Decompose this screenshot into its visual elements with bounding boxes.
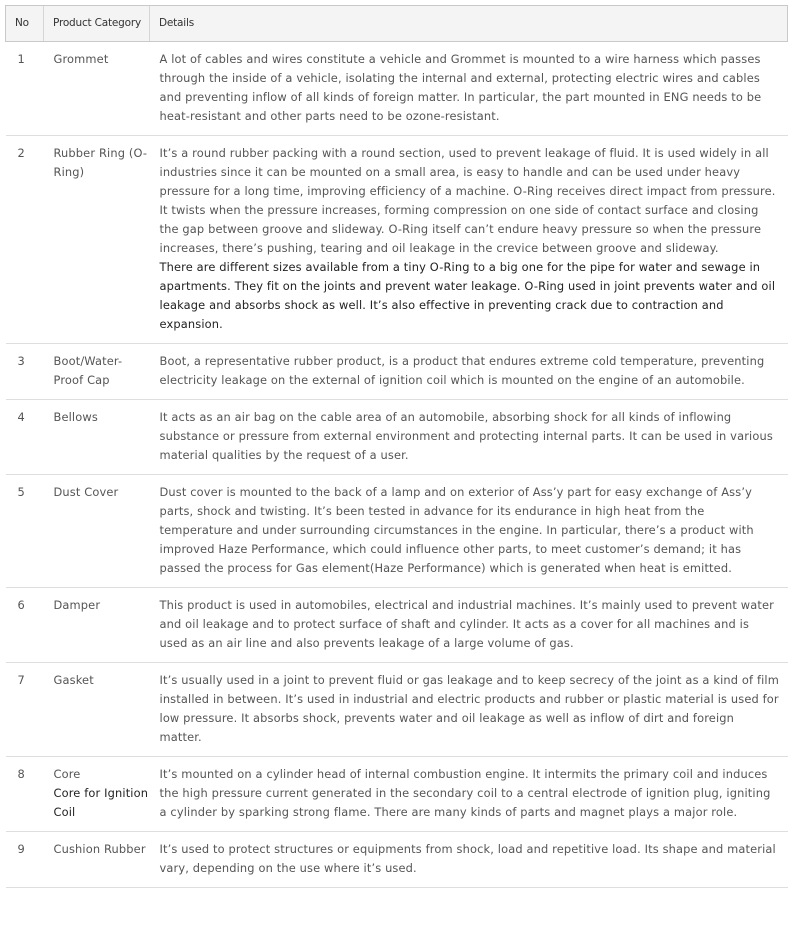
product-category-name: Core for Ignition Coil — [53, 786, 149, 819]
row-number: 5 — [6, 475, 44, 588]
table-body — [6, 42, 788, 888]
product-category-cell — [44, 757, 150, 832]
header-details: Details — [150, 6, 788, 42]
product-category-cell — [44, 663, 150, 757]
product-category-cell — [44, 42, 150, 136]
table-row — [6, 344, 788, 400]
product-category-name: Cushion Rubber — [53, 842, 146, 856]
details-paragraph: Dust cover is mounted to the back of a lamp and on exterior of Ass’y part for easy exchange of Ass’y parts, shock and twisting. It’s been tested in advance for its endurance in high heat from the temperature and under surrounding circumstances in the engine. In particular, there’s a product with improved Haze Performance, which could influence other parts, to meet customer’s demand; it has passed the process for Gas element(Haze Performance) which is generated when heat is emitted. — [159, 485, 754, 575]
product-category-cell — [44, 588, 150, 663]
product-category-name: Gasket — [53, 673, 94, 687]
row-number: 7 — [6, 663, 44, 757]
details-paragraph: It acts as an air bag on the cable area of an automobile, absorbing shock for all kinds of inflowing substance or pressure from external environment and protecting internal parts. It can be used in various material qualities by the request of a user. — [159, 410, 773, 462]
details-cell — [150, 832, 788, 888]
details-paragraph: Boot, a representative rubber product, is a product that endures extreme cold temperature, preventing electricity leakage on the external of ignition coil which is mounted on the engine of an automobile. — [159, 354, 765, 387]
product-category-cell — [44, 400, 150, 475]
table-row — [6, 757, 788, 832]
header-product-category: Product Category — [44, 6, 150, 42]
row-number: 8 — [6, 757, 44, 832]
details-paragraph: There are different sizes available from a tiny O-Ring to a big one for the pipe for water and sewage in apartments. They fit on the joints and prevent water leakage. O-Ring used in joint prevents water and oil leakage and absorbs shock as well. It’s also effective in preventing crack due to contraction and expansion. — [159, 260, 776, 331]
details-cell — [150, 42, 788, 136]
details-paragraph: It’s usually used in a joint to prevent fluid or gas leakage and to keep secrecy of the joint as a kind of film installed in between. It’s used in industrial and electric products and rubber or plastic material is used for low pressure. It absorbs shock, prevents water and oil leakage as well as inflow of dirt and foreign matter. — [159, 673, 779, 744]
table-row — [6, 588, 788, 663]
product-category-cell — [44, 475, 150, 588]
details-paragraph: It’s used to protect structures or equipments from shock, load and repetitive load. Its shape and material vary, depending on the use where it’s used. — [159, 842, 776, 875]
details-paragraph: This product is used in automobiles, electrical and industrial machines. It’s mainly used to prevent water and oil leakage and to protect surface of shaft and cylinder. It acts as a cover for all machines and is used as an air line and also prevents leakage of a large volume of gas. — [159, 598, 774, 650]
product-category-name: Grommet — [53, 52, 109, 66]
product-table — [5, 5, 788, 888]
details-cell — [150, 344, 788, 400]
product-category-name: Core — [53, 767, 81, 781]
details-cell — [150, 757, 788, 832]
details-paragraph: It’s a round rubber packing with a round section, used to prevent leakage of fluid. It is used widely in all industries since it can be mounted on a small area, is easy to handle and can be used under heavy pressure for a long time, improving efficiency of a machine. O-Ring receives direct impact from pressure. It twists when the pressure increases, forming compression on one side of contact surface and closing the gap between groove and slideway. O-Ring itself can’t endure heavy pressure so when the pressure increases, there’s pushing, tearing and oil leakage in the crevice between groove and slideway. — [159, 146, 776, 255]
row-number: 1 — [6, 42, 44, 136]
table-row — [6, 42, 788, 136]
table-row — [6, 136, 788, 344]
table-header-row — [6, 6, 788, 42]
product-category-cell — [44, 344, 150, 400]
details-cell — [150, 475, 788, 588]
details-cell — [150, 136, 788, 344]
product-category-name: Bellows — [53, 410, 98, 424]
product-category-cell — [44, 136, 150, 344]
row-number: 6 — [6, 588, 44, 663]
table-row — [6, 832, 788, 888]
details-paragraph: A lot of cables and wires constitute a vehicle and Grommet is mounted to a wire harness which passes through the inside of a vehicle, isolating the internal and external, protecting electric wires and cables and preventing inflow of all kinds of foreign matter. In particular, the part mounted in ENG needs to be heat-resistant and other parts need to be ozone-resistant. — [159, 52, 762, 123]
product-category-cell — [44, 832, 150, 888]
table-row — [6, 663, 788, 757]
product-category-name: Rubber Ring (O-Ring) — [53, 146, 148, 179]
product-category-name: Dust Cover — [53, 485, 119, 499]
details-cell — [150, 588, 788, 663]
table-row — [6, 400, 788, 475]
table-row — [6, 475, 788, 588]
details-cell — [150, 663, 788, 757]
row-number: 3 — [6, 344, 44, 400]
row-number: 4 — [6, 400, 44, 475]
product-category-name: Boot/Water-Proof Cap — [53, 354, 123, 387]
row-number: 9 — [6, 832, 44, 888]
details-cell — [150, 400, 788, 475]
product-category-name: Damper — [53, 598, 101, 612]
header-no: No — [6, 6, 44, 42]
details-paragraph: It’s mounted on a cylinder head of internal combustion engine. It intermits the primary coil and induces the high pressure current generated in the secondary coil to a central electrode of ignition plug, igniting a cylinder by sparking strong flame. There are many kinds of parts and magnet plays a major role. — [159, 767, 771, 819]
row-number: 2 — [6, 136, 44, 344]
